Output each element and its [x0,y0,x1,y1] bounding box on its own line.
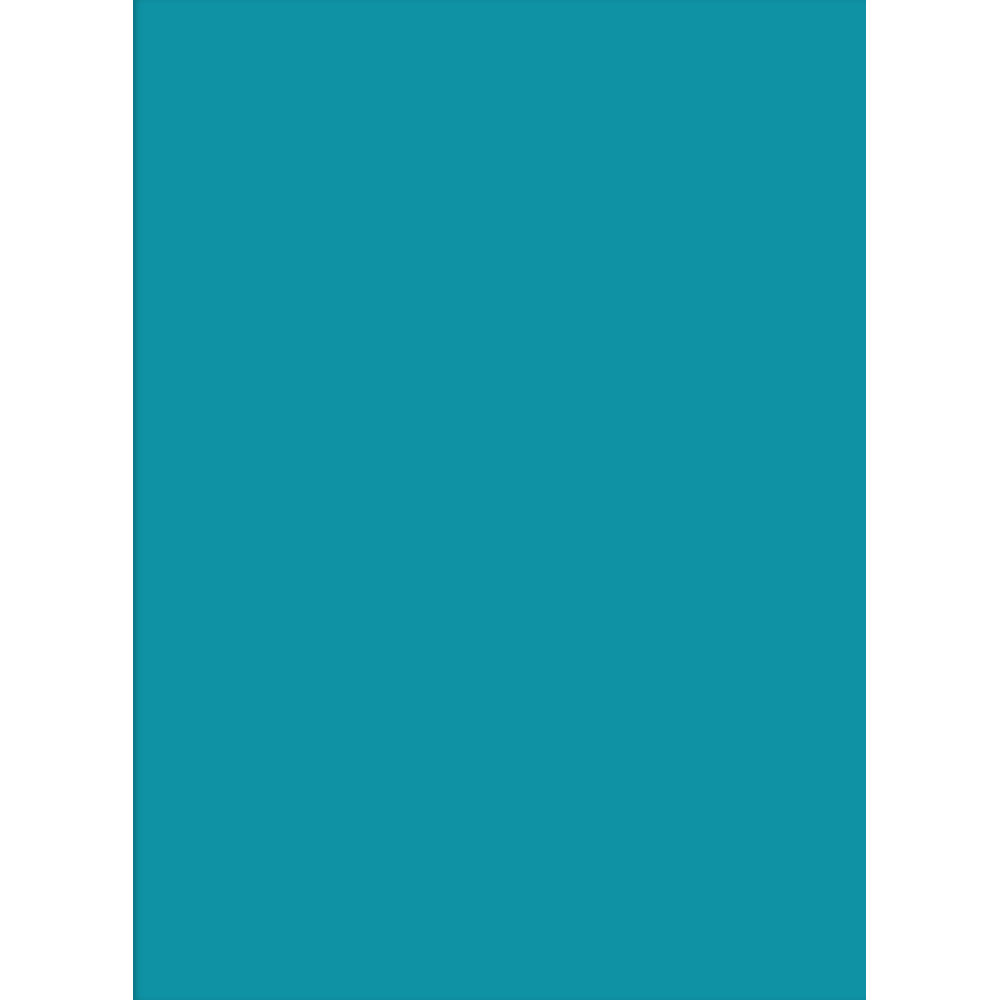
product-label-panel [133,0,866,1000]
